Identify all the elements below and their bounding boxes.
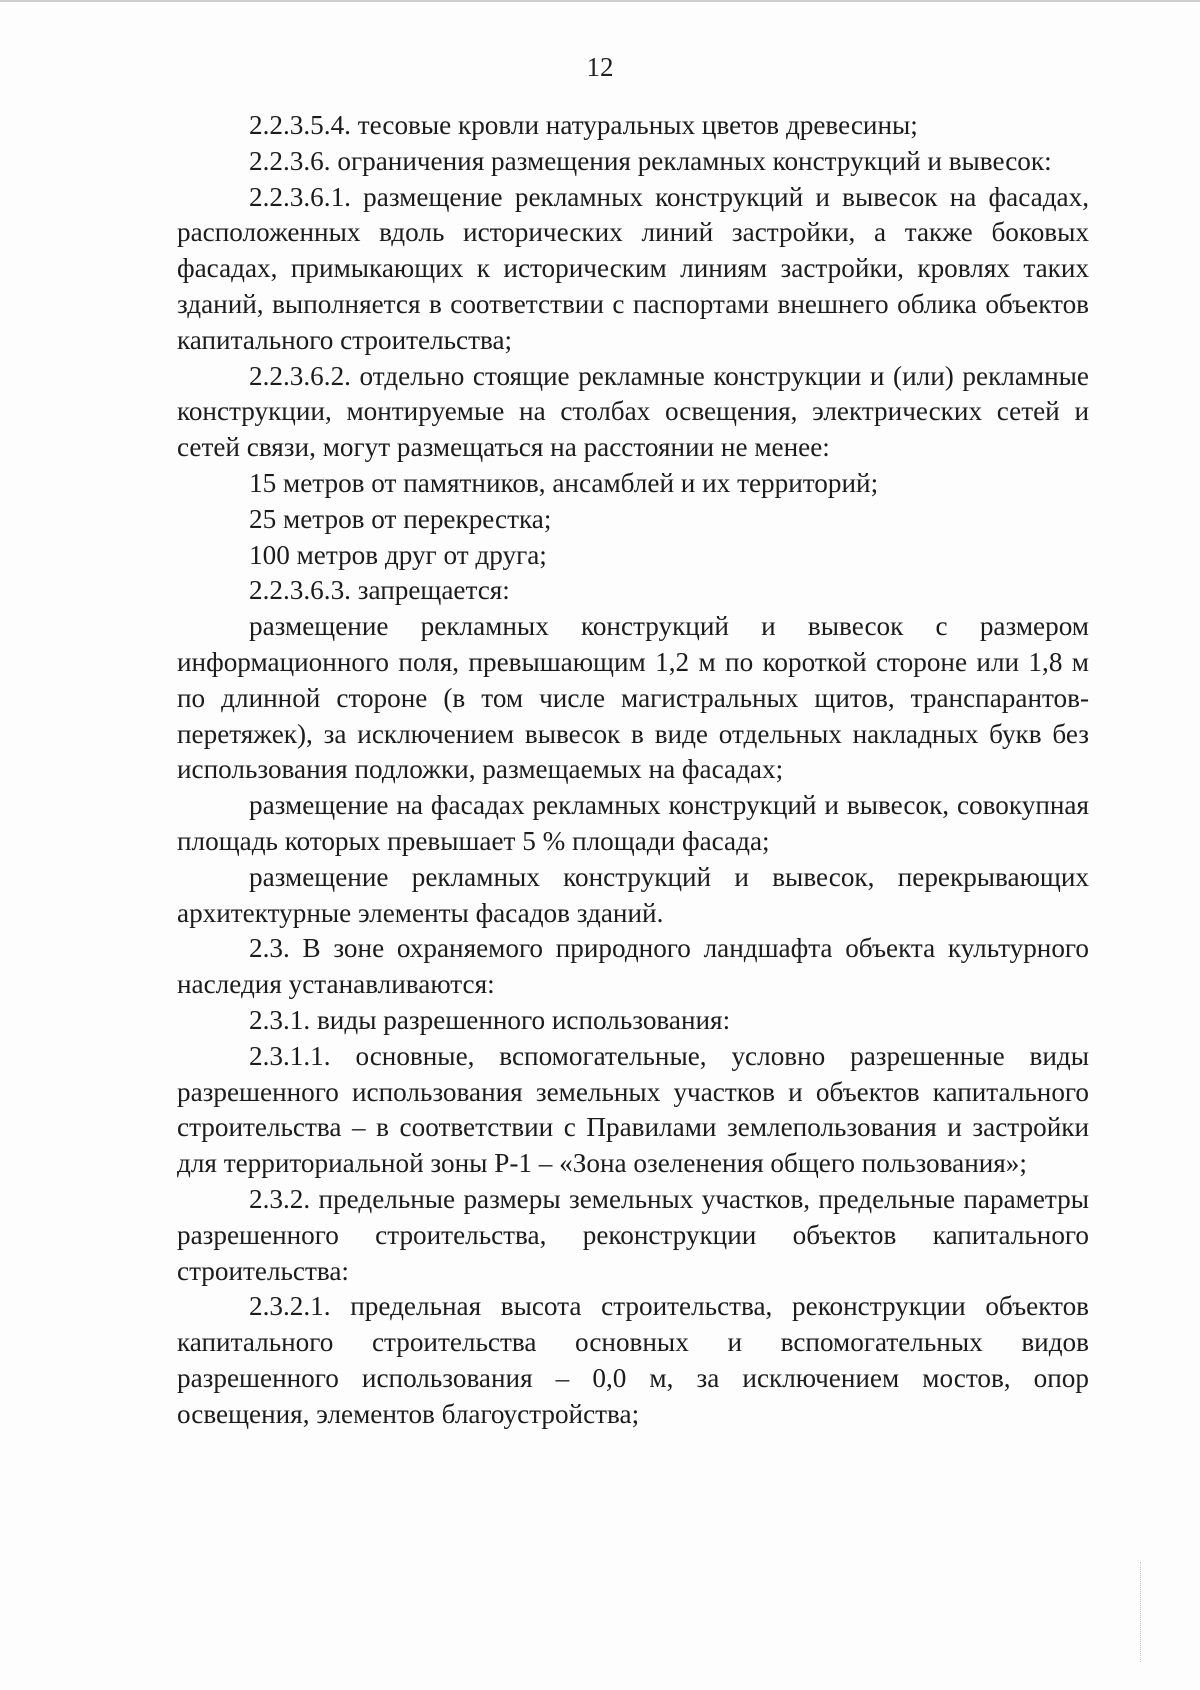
paragraph-2-3-1: 2.3.1. виды разрешенного использования:: [249, 1004, 731, 1035]
distance-item-between: 100 метров друг от друга;: [249, 539, 547, 570]
paragraph-2-2-3-5-4: 2.2.3.5.4. тесовые кровли натуральных цветов древесины;: [249, 110, 918, 140]
distance-item-crossroads: 25 метров от перекрестка;: [249, 503, 552, 534]
paragraph-2-2-3-6-2: 2.2.3.6.2. отдельно стоящие рекламные конструкции и (или) рекламные конструкции, монтируемые на столбах освещения, электрических сетей и сетей связи, могут размещаться на расстоянии не менее:: [177, 360, 1089, 463]
paragraph-2-2-3-6-3: 2.2.3.6.3. запрещается:: [249, 575, 510, 606]
prohibition-item-area: размещение на фасадах рекламных конструкций и вывесок, совокупная площадь которых превышает 5 % площади фасада;: [177, 790, 1089, 856]
paragraph-2-3-2-1: 2.3.2.1. предельная высота строительства, реконструкции объектов капитального строительства основных и вспомогательных видов разрешенного использования – 0,0 м, за исключением мостов, опор освещения, элементов благоустройства;: [177, 1291, 1089, 1429]
paragraph-2-2-3-6: 2.2.3.6. ограничения размещения рекламных конструкций и вывесок:: [249, 145, 1052, 176]
distance-item-monuments: 15 метров от памятников, ансамблей и их территорий;: [249, 467, 879, 498]
paragraph-2-2-3-6-1: 2.2.3.6.1. размещение рекламных конструкций и вывесок на фасадах, расположенных вдоль исторических линий застройки, а также боковых фасадах, примыкающих к историческим линиям застройки, кровлях таких зданий, выполняется в соответствии с паспортами внешнего облика объектов капитального строительства;: [177, 181, 1089, 355]
scan-artifact: [1140, 1562, 1145, 1662]
prohibition-item-overlap: размещение рекламных конструкций и вывесок, перекрывающих архитектурные элементы фасадов зданий.: [177, 861, 1089, 928]
page-number: 12: [586, 52, 614, 82]
document-body: [177, 108, 1089, 1432]
paragraph-2-3-1-1: 2.3.1.1. основные, вспомогательные, условно разрешенные виды разрешенного использования земельных участков и объектов капитального строительства – в соответствии с Правилами землепользования и застройки для территориальной зоны Р-1 – «Зона озеленения общего пользования»;: [177, 1040, 1089, 1179]
paragraph-2-3-2: 2.3.2. предельные размеры земельных участков, предельные параметры разрешенного строительства, реконструкции объектов капитального строительства:: [177, 1183, 1089, 1286]
paragraph-2-3: 2.3. В зоне охраняемого природного ландшафта объекта культурного наследия устанавливаются:: [177, 933, 1089, 1000]
prohibition-item-size: размещение рекламных конструкций и вывесок с размером информационного поля, превышающим 1,2 м по короткой стороне или 1,8 м по длинной стороне (в том числе магистральных щитов, транспарантов-перетяжек), за исключением вывесок в виде отдельных накладных букв без использования подложки, размещаемых на фасадах;: [177, 611, 1089, 785]
